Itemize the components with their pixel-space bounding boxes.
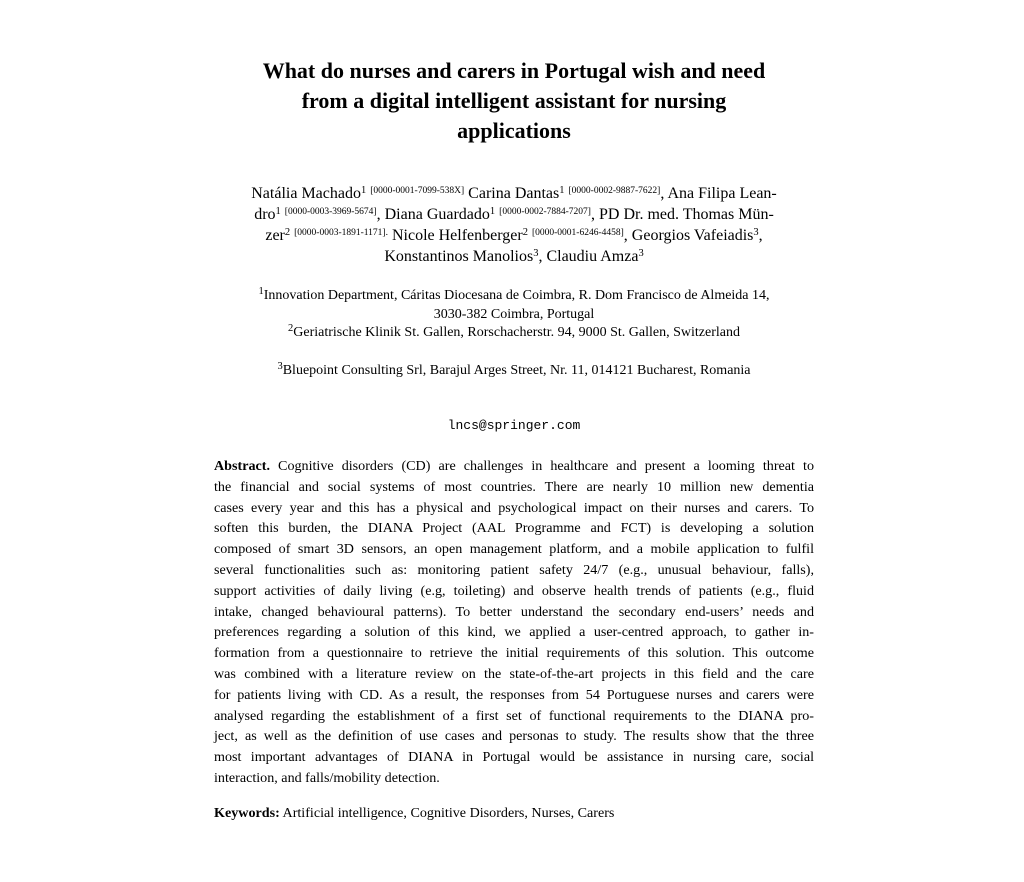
paper-title [214, 56, 814, 146]
title-line-2: from a digital intelligent assistant for nursing [301, 88, 727, 113]
affiliation-marker: 1 [559, 185, 565, 196]
abstract [214, 456, 814, 789]
author-name: , Ana Filipa Lean- [660, 185, 777, 202]
abstract-line: support activities of daily living (e.g, toileting) and observe health trends of patients (e.g., fluid [214, 582, 814, 599]
keywords [214, 803, 814, 823]
author-line-2 [214, 204, 814, 225]
abstract-label: Abstract. [214, 458, 270, 474]
affiliation-marker: 3 [533, 248, 539, 259]
abstract-line: the financial and social systems of most countries. There are nearly 10 million new dementia [214, 478, 814, 495]
abstract-line: several functionalities such as: monitoring patient safety 24/7 (e.g., unusual behaviour, falls), [214, 561, 814, 578]
author-list [214, 183, 814, 267]
affiliation-marker: 2 [522, 227, 528, 238]
abstract-line: formation from a questionnaire to retrieve the initial requirements of this solution. This outcome [214, 645, 814, 662]
abstract-line: ject, as well as the definition of use cases and personas to study. The results show that the three [214, 728, 814, 745]
affiliation-marker: 1 [275, 206, 281, 217]
keywords-text: Artificial intelligence, Cognitive Disorders, Nurses, Carers [279, 805, 615, 821]
orcid-id: [0000-0003-3969-5674] [284, 207, 377, 217]
abstract-line: Abstract. Cognitive disorders (CD) are challenges in healthcare and present a looming threat to [214, 458, 814, 474]
abstract-line: was combined with a literature review on the state-of-the-art projects in this field and the care [214, 665, 814, 682]
author-name: , Diana Guardado [376, 206, 490, 223]
abstract-line: for patients living with CD. As a result, the responses from 54 Portuguese nurses and carers were [214, 686, 814, 703]
author-name: Nicole Helfenberger [387, 227, 523, 244]
abstract-line: intake, changed behavioural patterns). To better understand the secondary end-users’ needs and [214, 603, 814, 620]
affiliation-marker: 3 [277, 361, 283, 372]
punctuation: , [758, 227, 763, 244]
author-name: Konstantinos Manolios [384, 248, 534, 265]
author-name: , PD Dr. med. Thomas Mün- [590, 206, 774, 223]
affiliation-2 [214, 323, 814, 342]
orcid-id: [0000-0001-6246-4458] [531, 228, 624, 238]
affiliation-1-line-2: 3030-382 Coimbra, Portugal [433, 307, 595, 322]
title-line-1: What do nurses and carers in Portugal wish and need [262, 58, 766, 83]
abstract-line: cases every year and this has a physical and psychological impact on their nurses and carers. To [214, 499, 814, 516]
author-line-4 [214, 246, 814, 267]
author-name: zer [265, 227, 285, 244]
author-name: dro [254, 206, 276, 223]
affiliation-marker: 1 [489, 206, 496, 217]
affiliation-marker: 2 [284, 227, 291, 238]
abstract-line: composed of smart 3D sensors, an open management platform, and a mobile application to fulfil [214, 541, 814, 558]
orcid-id: [0000-0001-7099-538X] [370, 186, 465, 196]
affiliation-text: Bluepoint Consulting Srl, Barajul Arges Street, Nr. 11, 014121 Bucharest, Romania [282, 363, 751, 378]
abstract-line: analysed regarding the establishment of a first set of functional requirements to the DIANA pro- [214, 707, 814, 724]
affiliation-3 [214, 361, 814, 380]
affiliation-1-line-1 [214, 286, 814, 305]
orcid-id: [0000-0002-7884-7207] [499, 207, 591, 217]
affiliation-marker: 1 [258, 286, 264, 297]
abstract-line: soften this burden, the DIANA Project (AAL Programme and FCT) is developing a solution [214, 520, 814, 537]
author-name: , Claudiu Amza [538, 248, 639, 265]
contact-email: lncs@springer.com [447, 418, 581, 433]
affiliation-1 [214, 286, 814, 324]
affiliation-text: Innovation Department, Cáritas Diocesana de Coimbra, R. Dom Francisco de Almeida 14, [263, 288, 770, 303]
affiliation-marker: 3 [638, 248, 644, 259]
abstract-line: most important advantages of DIANA in Portugal would be assistance in nursing care, social [214, 749, 814, 766]
keywords-label: Keywords: [214, 805, 280, 821]
affiliation-text: Geriatrische Klinik St. Gallen, Rorschacherstr. 94, 9000 St. Gallen, Switzerland [293, 325, 740, 340]
orcid-id: [0000-0003-1891-1171]. [294, 228, 388, 238]
author-name: Natália Machado [251, 185, 361, 202]
orcid-id: [0000-0002-9887-7622] [568, 186, 661, 196]
abstract-line: interaction, and falls/mobility detection. [214, 769, 440, 786]
abstract-line: preferences regarding a solution of this kind, we applied a user-centred approach, to gather in- [214, 624, 814, 641]
author-line-3 [214, 225, 814, 246]
affiliation-marker: 2 [288, 323, 294, 334]
author-name: , Georgios Vafeiadis [623, 227, 754, 244]
title-line-3: applications [457, 118, 571, 143]
affiliation-marker: 3 [753, 227, 759, 238]
affiliation-marker: 1 [360, 185, 367, 196]
author-name: Carina Dantas [468, 185, 560, 202]
author-line-1 [214, 183, 814, 204]
